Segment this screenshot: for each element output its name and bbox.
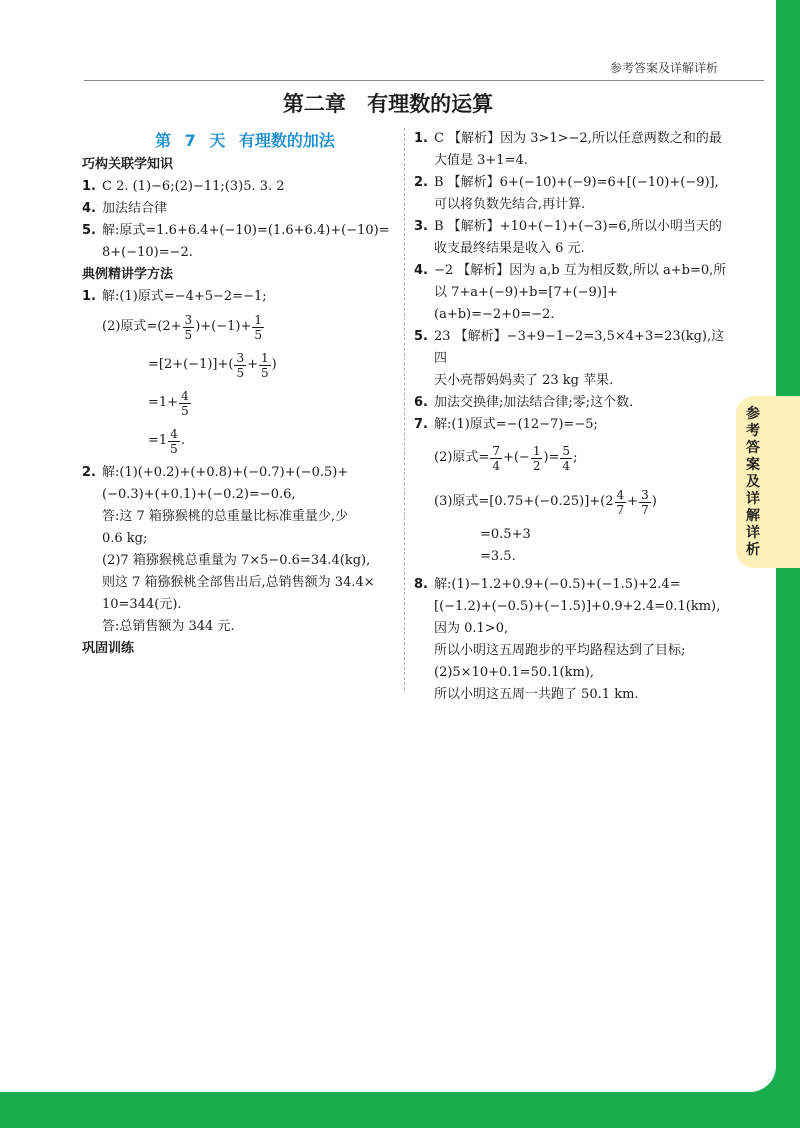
fraction: $\frac{4}{5}$: [170, 426, 178, 456]
right-column: [414, 128, 730, 706]
answer-item: 1. C 2. (1)−6;(2)−11;(3)5. 3. 2: [82, 179, 285, 194]
math-line: =3.5.: [480, 549, 516, 564]
section-heading: 巧构关联学知识: [82, 157, 174, 172]
math-line: =0.5+3: [480, 527, 531, 542]
page-header: 参考答案及详解详析: [609, 61, 718, 75]
section-heading: 典例精讲学方法: [82, 267, 174, 282]
example-item: 1. 解:(1)原式=−4+5−2=−1;: [82, 289, 267, 304]
answer-item: 1. C 【解析】因为 3>1>−2,所以任意两数之和的最 大值是 3+1=4.: [414, 131, 722, 168]
header-rule: [84, 80, 764, 81]
answer-item: 7. 解:(1)原式=−(12−7)=−5;: [414, 417, 598, 432]
left-column: [82, 128, 398, 660]
answer-item: 5. 23 【解析】−3+9−1−2=3,5×4+3=23(kg),这四 天小亮帮妈妈卖了 23 kg 苹果.: [414, 329, 725, 388]
answer-item: 3. B 【解析】+10+(−1)+(−3)=6,所以小明当天的 收支最终结果是收入 6 元.: [414, 219, 722, 256]
side-tab-label: 参 考 答 案 及 详 解 详 析: [746, 406, 760, 558]
answer-item: 6. 加法交换律;加法结合律;零;这个数.: [414, 395, 634, 410]
fraction: $\frac{5}{4}$: [562, 443, 571, 473]
day-title: 第 7 天 有理数的加法: [155, 131, 335, 150]
math-line: =1 $\frac{4}{5}$ .: [148, 426, 185, 456]
math-line: (2)原式= $\frac{7}{4}$ +(− $\frac{1}{2}$ )= $\frac{5}{4}$ ;: [434, 443, 578, 473]
fraction: $\frac{3}{5}$: [236, 350, 245, 380]
fraction: $\frac{3}{5}$: [184, 312, 193, 342]
chapter-title: 第二章 有理数的运算: [282, 92, 494, 116]
math-line: (3)原式=[0.75+(−0.25)]+(2 $\frac{4}{7}$ + $\frac{3}{7}$ ): [434, 487, 657, 517]
fraction: $\frac{4}{5}$: [181, 388, 189, 418]
answer-item: 4. 加法结合律: [82, 201, 168, 216]
math-line: =1+ $\frac{4}{5}$: [148, 388, 189, 418]
math-line: =[2+(−1)]+( $\frac{3}{5}$ + $\frac{1}{5}$ ): [148, 350, 277, 380]
fraction: $\frac{1}{5}$: [261, 350, 269, 380]
answer-item: 8. 解:(1)−1.2+0.9+(−0.5)+(−1.5)+2.4= [(−1.2)+(−0.5)+(−1.5)]+0.9+2.4=0.1(km), 因为 0.1>0, 所以小明这五周跑步的平均路程达到了目标; (2)5×10+0.1=50.1(km), 所以小明这五周一共跑了 50.1 km.: [414, 577, 721, 702]
column-divider: [404, 128, 405, 690]
fraction: $\frac{3}{7}$: [641, 487, 649, 517]
fraction: $\frac{1}{2}$: [532, 443, 541, 473]
fraction: $\frac{7}{4}$: [492, 443, 500, 473]
answer-item: 5. 解:原式=1.6+6.4+(−10)=(1.6+6.4)+(−10)= 8+(−10)=−2.: [82, 223, 390, 260]
math-line: (2)原式=(2+ $\frac{3}{5}$ )+(−1)+ $\frac{1}{5}$: [102, 312, 262, 342]
section-heading: 巩固训练: [82, 641, 135, 656]
fraction: $\frac{4}{7}$: [616, 487, 625, 517]
example-item: 2. 解:(1)(+0.2)+(+0.8)+(−0.7)+(−0.5)+ (−0.3)+(+0.1)+(−0.2)=−0.6, 答:这 7 箱猕猴桃的总重量比标准重量少,少 0.6 kg; (2)7 箱猕猴桃总重量为 7×5−0.6=34.4(kg), 则这 7 箱猕猴桃全部售出后,总销售额为 34.4× 10=344(元). 答:总销售额为 344 元.: [82, 465, 375, 634]
answer-item: 4. −2 【解析】因为 a,b 互为相反数,所以 a+b=0,所 以 7+a+(−9)+b=[7+(−9)]+(a+b)=−2+0=−2.: [414, 263, 727, 322]
answer-item: 2. B 【解析】6+(−10)+(−9)=6+[(−10)+(−9)], 可以将负数先结合,再计算.: [414, 175, 719, 212]
fraction: $\frac{1}{5}$: [254, 312, 262, 342]
